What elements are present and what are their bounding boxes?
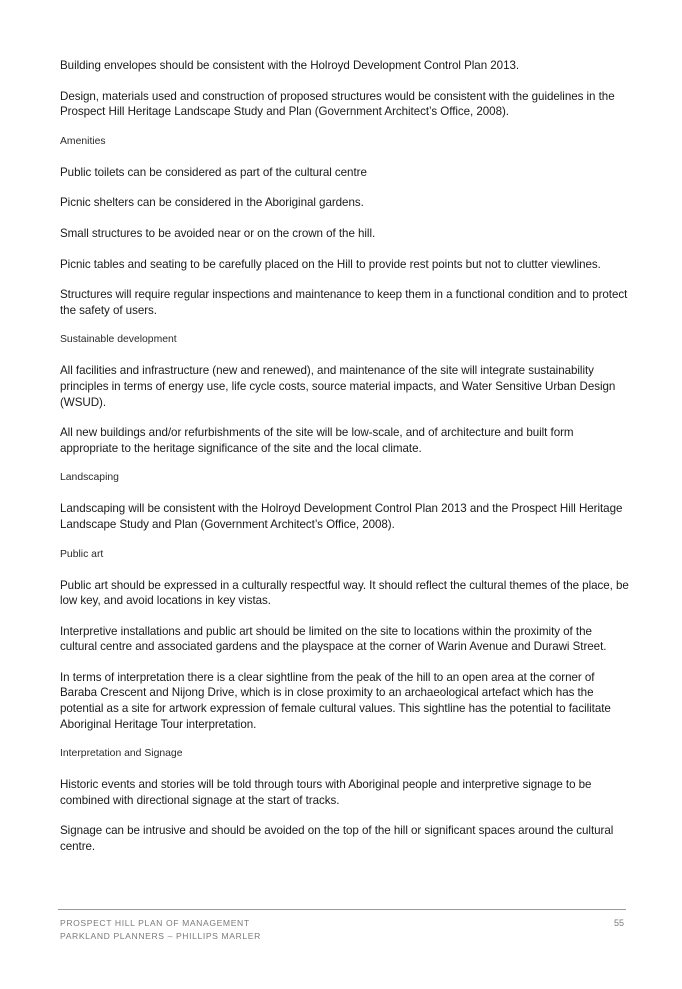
footer-authors: PARKLAND PLANNERS – PHILLIPS MARLER bbox=[60, 931, 261, 941]
footer-divider bbox=[58, 909, 626, 910]
paragraph-picnic-tables: Picnic tables and seating to be carefully placed on the Hill to provide rest points but not to clutter viewlines. bbox=[60, 257, 601, 271]
paragraph-public-art: Public art should be expressed in a culturally respectful way. It should reflect the cultural themes of the place, be low key, and avoid locations in key vistas. bbox=[60, 578, 629, 608]
page-number: 55 bbox=[613, 918, 624, 928]
section-heading-sustainable-development: Sustainable development bbox=[60, 334, 177, 346]
paragraph-new-buildings: All new buildings and/or refurbishments of the site will be low-scale, and of architecture and built form appropriate to the heritage significance of the site and the local climate. bbox=[60, 426, 574, 455]
paragraph-small-structures: Small structures to be avoided near or on the crown of the hill. bbox=[60, 226, 376, 240]
page-body bbox=[60, 58, 630, 870]
section-heading-interpretation-signage: Interpretation and Signage bbox=[60, 748, 183, 760]
paragraph-structures-inspections: Structures will require regular inspections and maintenance to keep them in a functional condition and to protect the safety of users. bbox=[60, 288, 628, 317]
paragraph-interpretation-sightline: In terms of interpretation there is a clear sightline from the peak of the hill to an open area at the corner of Baraba Crescent and Nijong Drive, which is in close proximity to an archaeological artefact which has the potential as a site for artwork expression of female cultural values. This sightline has the potential to facilitate Aboriginal Heritage Tour interpretation. bbox=[60, 670, 611, 731]
paragraph-picnic-shelters: Picnic shelters can be considered in the Aboriginal gardens. bbox=[60, 196, 364, 210]
paragraph-signage-intrusive: Signage can be intrusive and should be avoided on the top of the hill or significant spaces around the cultural centre. bbox=[60, 824, 614, 854]
paragraph-landscaping: Landscaping will be consistent with the Holroyd Development Control Plan 2013 and the Prospect Hill Heritage Landscape Study and Plan (Government Architect’s Office, 2008). bbox=[60, 502, 623, 531]
paragraph-historic-events: Historic events and stories will be told through tours with Aboriginal people and interpretive signage to be combined with directional signage at the start of tracks. bbox=[60, 778, 592, 807]
paragraph-public-toilets: Public toilets can be considered as part of the cultural centre bbox=[60, 165, 367, 179]
paragraph-interpretive-installations: Interpretive installations and public art should be limited on the site to locations within the proximity of the cultural centre and associated gardens and the playspace at the corner of Warin Avenue and Durawi Street. bbox=[60, 624, 607, 654]
paragraph-design-materials: Design, materials used and construction of proposed structures would be consistent with the guidelines in the Prospect Hill Heritage Landscape Study and Plan (Government Architect’s Office, 2008). bbox=[60, 89, 615, 119]
footer-document-title: PROSPECT HILL PLAN OF MANAGEMENT bbox=[60, 918, 250, 928]
paragraph-building-envelopes: Building envelopes should be consistent with the Holroyd Development Control Plan 2013. bbox=[60, 59, 520, 72]
footer-document-info bbox=[60, 917, 261, 943]
section-heading-amenities: Amenities bbox=[60, 135, 106, 147]
section-heading-public-art: Public art bbox=[60, 548, 104, 560]
paragraph-facilities-infrastructure: All facilities and infrastructure (new and renewed), and maintenance of the site will integrate sustainability principles in terms of energy use, life cycle costs, source material impacts, and Water Sensitive Urban Design (WSUD). bbox=[60, 364, 616, 409]
section-heading-landscaping: Landscaping bbox=[60, 472, 119, 484]
